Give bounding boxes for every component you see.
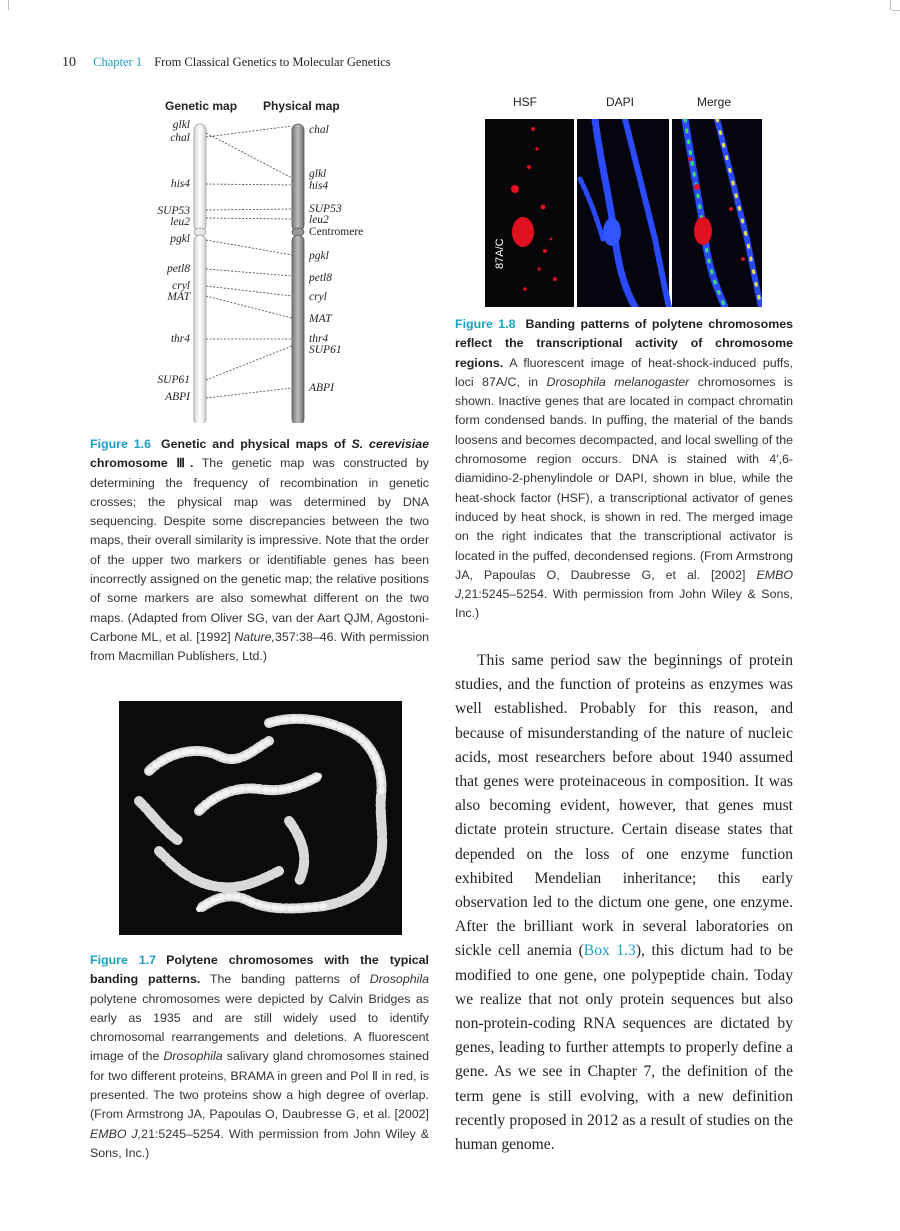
physical-label: cryl bbox=[309, 291, 327, 303]
journal-name: EMBO J, bbox=[90, 1126, 142, 1141]
caption-text: 21:5245–5254. With permission from John Wiley & Sons, Inc.) bbox=[90, 1126, 429, 1160]
species-name: Drosophila bbox=[369, 972, 429, 987]
crop-mark-top-right bbox=[890, 0, 891, 10]
physical-label: MAT bbox=[309, 313, 332, 325]
figure-title: Polytene chromosomes with the typical banding patterns. bbox=[90, 953, 429, 987]
physical-label: his4 bbox=[309, 180, 329, 192]
caption-text: The banding patterns of bbox=[209, 972, 360, 987]
figure-number: Figure 1.6 bbox=[90, 437, 151, 451]
caption-text: The genetic map was constructed by determining the frequency of recombination in genetic crosses; the physical map was determined by DNA sequencing. Despite some discrepancies between the two maps, their overall similarity is impressive. Note that the order of the upper two markers or identifiable genes has been incorrectly assigned on the genetic map; the relative positions of some markers are also somewhat different on the two maps. (Adapted from Oliver SG, van der Aart QJM, Agostoni-Carbone ML, et al. [1992] bbox=[90, 456, 429, 644]
figure-1-8-fluorescence-panels bbox=[485, 95, 762, 307]
genetic-label: SUP53 bbox=[157, 205, 190, 217]
genetic-label: MAT bbox=[167, 291, 190, 303]
physical-label: SUP61 bbox=[309, 344, 342, 356]
genetic-label: leu2 bbox=[170, 216, 190, 228]
physical-label: chal bbox=[309, 124, 329, 136]
page-number: 10 bbox=[62, 55, 76, 70]
journal-name: Nature, bbox=[234, 629, 275, 644]
physical-map-title: Physical map bbox=[263, 99, 340, 113]
crop-mark-top-left bbox=[8, 0, 9, 10]
crop-mark-right bbox=[892, 10, 900, 11]
caption-text: 21:5245–5254. With permission from John Wiley & Sons, Inc.) bbox=[455, 587, 793, 621]
merge-puff bbox=[694, 217, 712, 245]
genetic-label: petl8 bbox=[167, 263, 190, 275]
species-name: Drosophila bbox=[163, 1049, 223, 1064]
panel-label-merge: Merge bbox=[697, 95, 732, 109]
figure-title: Genetic and physical maps of S. cerevisiae chromosome Ⅲ. bbox=[90, 437, 429, 471]
figure-1-6-caption bbox=[90, 435, 429, 667]
figure-1-6-map bbox=[150, 93, 380, 423]
figure-number: Figure 1.7 bbox=[90, 953, 157, 967]
genetic-label: pgkl bbox=[170, 233, 190, 245]
physical-label: leu2 bbox=[309, 214, 329, 226]
genetic-label: SUP61 bbox=[157, 374, 190, 386]
physical-label: glkl bbox=[309, 168, 327, 180]
physical-chromosome-lower-arm bbox=[292, 235, 304, 423]
physical-label: petl8 bbox=[309, 272, 332, 284]
genetic-label: ABPI bbox=[165, 391, 190, 403]
genetic-map-title: Genetic map bbox=[165, 99, 238, 113]
caption-text: polytene chromosomes were depicted by Calvin Bridges as early as 1935 and are still widely used to identify chromosomal rearrangements and deletions. A fluorescent image of the bbox=[90, 991, 429, 1064]
genetic-chromosome-upper-arm bbox=[194, 124, 206, 231]
figure-title: Banding patterns of polytene chromosomes reflect the transcriptional activity of chromosome regions. bbox=[455, 317, 793, 370]
figure-1-8-caption bbox=[455, 315, 793, 624]
figure-1-7-polytene-image bbox=[119, 701, 402, 935]
genetic-label: his4 bbox=[170, 178, 190, 190]
physical-label: Centromere bbox=[309, 226, 364, 238]
genetic-label: chal bbox=[170, 132, 190, 144]
caption-text: salivary gland chromosomes stained for two different proteins, BRAMA in green and Pol Ⅱ in red, is presented. The two proteins show a high degree of overlap. (From Armstrong JA, Papoulas O, Daubresse G, et al. [2002] bbox=[90, 1049, 429, 1122]
physical-label: ABPI bbox=[309, 382, 334, 394]
figure-number: Figure 1.8 bbox=[455, 317, 516, 331]
physical-label: thr4 bbox=[309, 333, 329, 345]
species-name: Drosophila melanogaster bbox=[546, 374, 690, 389]
polytene-chromosome-graphic bbox=[119, 701, 402, 935]
caption-text: 357:38–46. With permission from Macmillan Publishers, Ltd.) bbox=[90, 629, 429, 664]
chapter-label: Chapter 1 bbox=[93, 55, 143, 69]
fluorescence-images bbox=[485, 119, 762, 307]
running-header bbox=[62, 55, 391, 71]
panel-label-dapi: DAPI bbox=[606, 95, 635, 109]
journal-name: EMBO J, bbox=[455, 567, 793, 602]
genetic-chromosome-lower-arm bbox=[194, 235, 206, 423]
caption-text: A fluorescent image of heat-shock-induced puffs, loci 87A/C, in bbox=[455, 355, 793, 389]
hsf-panel bbox=[485, 119, 574, 307]
physical-chromosome-upper-arm bbox=[292, 124, 304, 231]
genetic-label: cryl bbox=[172, 280, 190, 292]
box-1-3-link[interactable]: Box 1.3 bbox=[583, 942, 636, 960]
chapter-title: From Classical Genetics to Molecular Genetics bbox=[154, 55, 391, 69]
locus-label: 87A/C bbox=[494, 238, 506, 269]
body-text: This same period saw the beginnings of protein studies, and the function of proteins as enzymes was well established. Probably for this reason, and because of misunderstanding of the nature of nucleic acids, most researchers before about 1940 assumed that genes were proteinaceous in composition. It was also becoming evident, however, that genes must dictate protein structure. Certain disease states that depended on the loss of one enzyme function exhibited Mendelian inheritance; this early observation led to the dictum one gene, one enzyme. After the brilliant work in several laboratories on sickle cell anemia ( bbox=[455, 652, 793, 960]
genetic-label: glkl bbox=[172, 119, 190, 131]
caption-text: chromosomes is shown. Inactive genes that are located in compact chromatin form condensed bands. In puffing, the material of the bands loosens and becomes decompacted, and local swelling of the chromosome region occurs. DNA is stained with 4′,6-diamidino-2-phenylindole or DAPI, shown in blue, while the heat-shock factor (HSF), a transcriptional activator of genes induced by heat shock, is shown in red. The merged image on the right indicates that the transcriptional activator is located in the puffed, decondensed regions. (From Armstrong JA, Papoulas O, Daubresse G, et al. [2002] bbox=[455, 374, 793, 582]
genetic-label: thr4 bbox=[170, 333, 190, 345]
physical-label: SUP53 bbox=[309, 203, 342, 215]
body-paragraph bbox=[455, 649, 793, 1157]
figure-1-7-caption bbox=[90, 951, 429, 1163]
body-text: ), this dictum had to be modified to one gene, one polypeptide chain. Today we realize that not only protein sequences but also non-protein-coding RNA sequences are dictated by genes, leading to further attempts to properly define a gene. As we see in Chapter 7, the definition of the term gene is still evolving, with a new definition recently proposed in 2012 as a result of studies on the human genome. bbox=[455, 942, 793, 1154]
physical-label: pgkl bbox=[309, 250, 329, 262]
panel-label-hsf: HSF bbox=[513, 95, 537, 109]
marker-connectors bbox=[206, 126, 292, 398]
